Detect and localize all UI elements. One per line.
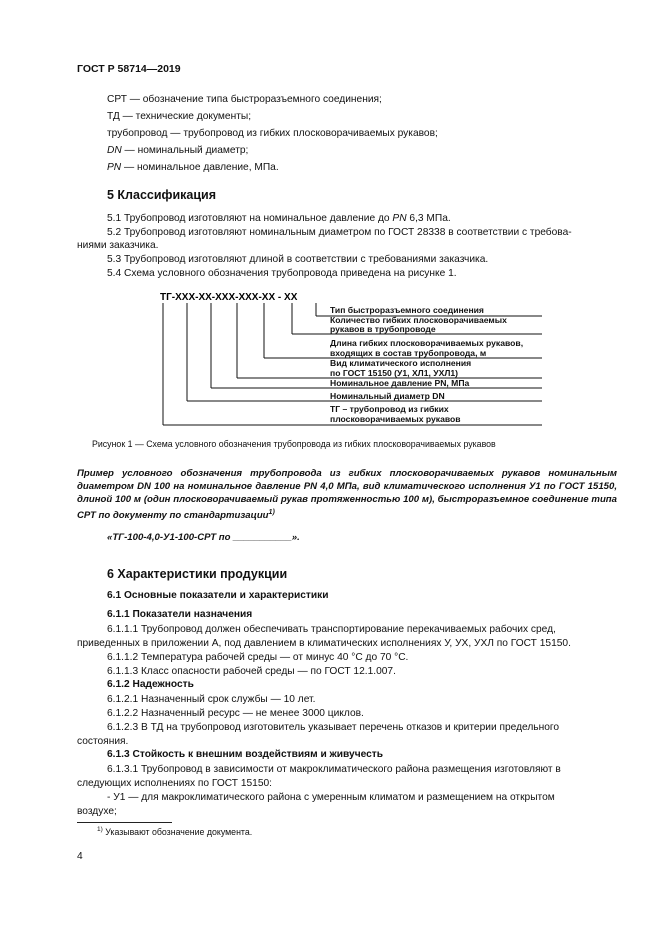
footnote-separator [77,822,172,823]
para-6-1-1-1-line2: приведенных в приложении А, под давлением в климатических исполнениях У, УХ, УХЛ по ГОСТ 15150. [77,638,571,649]
para-5-2-line2: ниями заказчика. [77,240,159,251]
para-6-1-3-1-line4: воздухе; [77,806,117,817]
figure-1-caption: Рисунок 1 — Схема условного обозначения трубопровода из гибких плосковорачиваемых рукавов [92,439,496,449]
footnote: $^{1)}$ Указывают обозначение документа. [97,826,253,837]
abbr-td: ТД — технические документы; [107,111,252,122]
abbr-pipeline: трубопровод — трубопровод из гибких плосковорачиваемых рукавов; [107,128,438,139]
standard-header: ГОСТ Р 58714—2019 [77,63,181,75]
scheme-label-tg-1: ТГ – трубопровод из гибких [330,404,449,414]
para-6-1-2-3-line1: 6.1.2.3 В ТД на трубопровод изготовитель указывает перечень отказов и критерии предельного [107,722,560,733]
scheme-label-pressure: Номинальное давление PN, МПа [330,378,470,388]
subsection-6-1: 6.1 Основные показатели и характеристики [107,590,329,601]
para-5-3: 5.3 Трубопровод изготовляют длиной в соответствии с требованиями заказчика. [107,254,489,265]
subsection-6-1-1: 6.1.1 Показатели назначения [107,609,253,620]
designation-example: Пример условного обозначения трубопровода из гибких плосковорачиваемых рукавов номинальным диаметром DN 100 на номинальное давление PN 4,0 МПа, вид климатического исполнения У1 по ГОСТ 15150, длиной 100 м (один плосковорачиваемый рукав протяженностью 100 м), быстроразъемное соединение типа СРТ по документу по стандартизации$^{1)}$ [77,468,617,522]
para-6-1-3-1-line1: 6.1.3.1 Трубопровод в зависимости от макроклиматического района размещения изготовляют в [107,764,561,775]
scheme-label-climate-1: Вид климатического исполнения [330,358,472,368]
para-6-1-2-2: 6.1.2.2 Назначенный ресурс — не менее 3000 циклов. [107,708,364,719]
section-6-title: 6 Характеристики продукции [107,567,288,581]
para-5-4: 5.4 Схема условного обозначения трубопровода приведена на рисунке 1. [107,268,457,279]
abbr-pn: PN — номинальное давление, МПа. [107,162,279,173]
subsection-6-1-3: 6.1.3 Стойкость к внешним воздействиям и живучесть [107,749,384,760]
example-code: «ТГ-100-4,0-У1-100-СРТ по ___________». [107,532,300,543]
scheme-label-diameter: Номинальный диаметр DN [330,391,445,401]
subsection-6-1-2: 6.1.2 Надежность [107,679,194,690]
designation-scheme-diagram [0,0,661,435]
para-5-2-line1: 5.2 Трубопровод изготовляют номинальным диаметром по ГОСТ 28338 в соответствии с требова- [107,227,572,238]
para-6-1-3-1-line3: - У1 — для макроклиматического района с умеренным климатом и размещением на открытом [107,792,555,803]
section-5-title: 5 Классификация [107,188,217,202]
para-6-1-2-3-line2: состояния. [77,736,129,747]
scheme-code: ТГ-ХХХ-ХХ-ХХХ-ХХХ-ХХ - ХХ [160,292,298,303]
scheme-label-length-2: входящих в состав трубопровода, м [330,348,487,358]
scheme-label-climate-2: по ГОСТ 15150 (У1, ХЛ1, УХЛ1) [330,368,459,378]
para-5-1: 5.1 Трубопровод изготовляют на номинальное давление до PN 6,3 МПа. [107,213,451,224]
para-6-1-1-2: 6.1.1.2 Температура рабочей среды — от минус 40 °С до 70 °С. [107,652,409,663]
para-6-1-1-1-line1: 6.1.1.1 Трубопровод должен обеспечивать транспортирование перекачиваемых рабочих сред, [107,624,556,635]
abbr-dn: DN — номинальный диаметр; [107,145,249,156]
para-6-1-1-3: 6.1.1.3 Класс опасности рабочей среды — по ГОСТ 12.1.007. [107,666,396,677]
para-6-1-2-1: 6.1.2.1 Назначенный срок службы — 10 лет. [107,694,316,705]
scheme-label-tg-2: плосковорачиваемых рукавов [330,414,461,424]
scheme-label-count-1: Количество гибких плосковорачиваемых [330,315,507,325]
scheme-label-count-2: рукавов в трубопроводе [330,324,436,334]
scheme-label-length-1: Длина гибких плосковорачиваемых рукавов, [330,338,524,348]
page-number: 4 [77,851,83,862]
abbr-srt: СРТ — обозначение типа быстроразъемного соединения; [107,94,382,105]
para-6-1-3-1-line2: следующих исполнениях по ГОСТ 15150: [77,778,273,789]
scheme-label-connection: Тип быстроразъемного соединения [330,305,484,315]
